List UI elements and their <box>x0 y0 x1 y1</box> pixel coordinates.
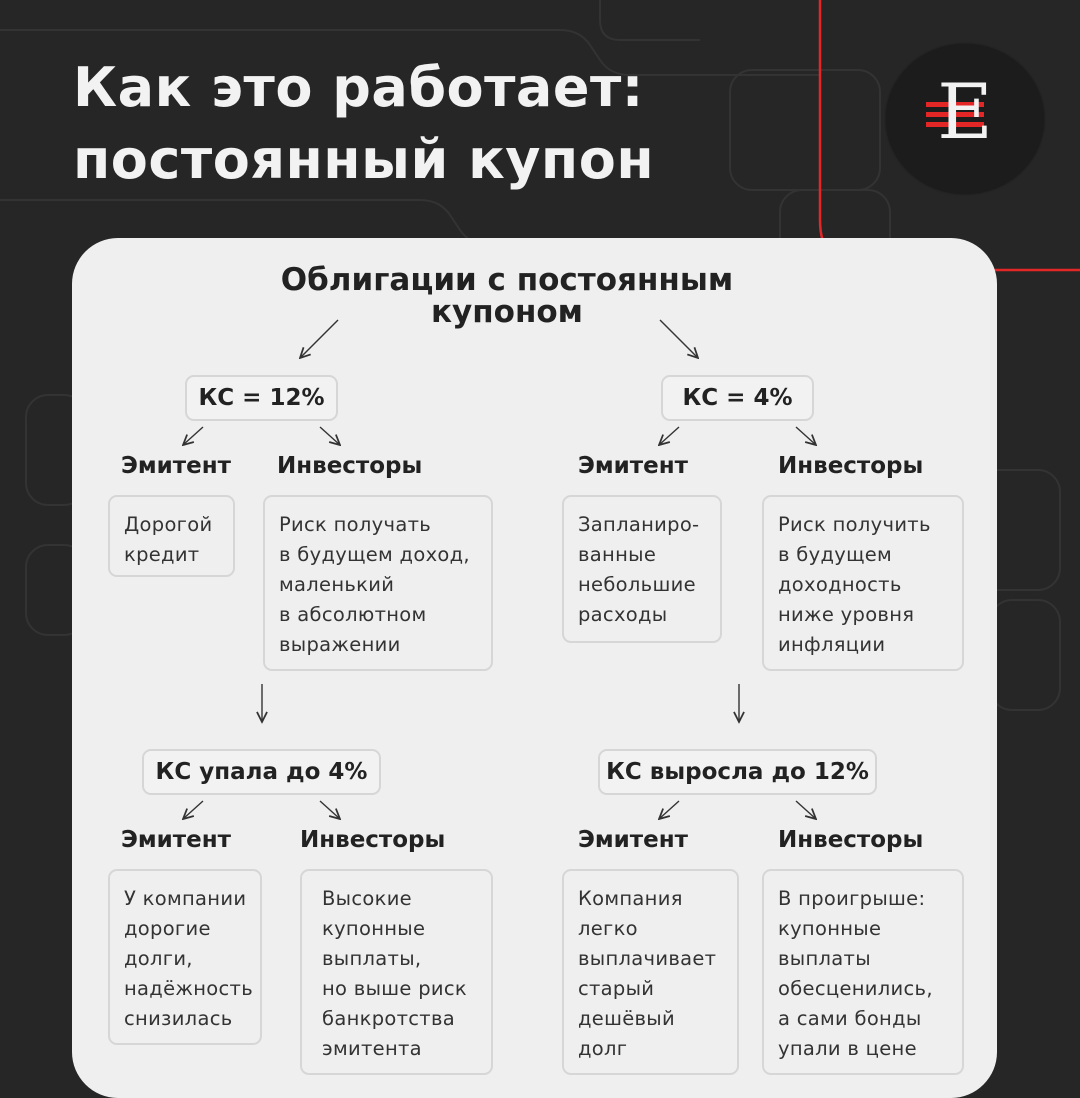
left-after-issuer-line: снизилась <box>124 1007 233 1030</box>
right-after-issuer-box <box>562 869 739 1075</box>
left-after-investors-label: Инвесторы <box>300 827 446 853</box>
right-after-issuer-line: выплачивает <box>578 947 717 970</box>
left-issuer-line: Дорогой <box>124 513 213 536</box>
right-after-investors-line: а сами бонды <box>778 1007 922 1030</box>
left-investors-line: маленький <box>279 573 395 596</box>
right-after-investors-box <box>762 869 964 1075</box>
left-investors-box <box>263 495 493 671</box>
brand-logo <box>886 44 1044 194</box>
right-issuer-box <box>562 495 722 643</box>
arrow-right-rate-to-investors <box>796 427 816 445</box>
left-rate-pill: КС = 12% <box>185 375 338 421</box>
arrow-right-rate-to-issuer <box>659 427 679 445</box>
left-investors-label: Инвесторы <box>277 453 423 479</box>
right-after-issuer-line: долг <box>578 1037 628 1060</box>
arrow-left-rate-to-investors <box>320 427 340 445</box>
left-issuer-label: Эмитент <box>121 453 231 479</box>
left-after-issuer-label: Эмитент <box>121 827 231 853</box>
logo-letter: E <box>937 67 993 156</box>
right-after-issuer-line: легко <box>578 917 638 940</box>
left-after-issuer-line: дорогие <box>124 917 211 940</box>
left-issuer-line: кредит <box>124 543 200 566</box>
arrow-left-change-to-investors <box>320 801 340 819</box>
right-investors-line: инфляции <box>778 633 886 656</box>
arrow-left-change-to-issuer <box>183 801 203 819</box>
right-investors-line: Риск получить <box>778 513 931 536</box>
right-issuer-line: Запланиро- <box>578 513 700 536</box>
left-after-investors-line: банкротства <box>322 1007 455 1030</box>
right-after-issuer-label: Эмитент <box>578 827 688 853</box>
right-rate-pill: КС = 4% <box>661 375 814 421</box>
left-after-investors-line: Высокие <box>322 887 412 910</box>
left-after-issuer-line: надёжность <box>124 977 253 1000</box>
right-issuer-label: Эмитент <box>578 453 688 479</box>
right-investors-line: в будущем <box>778 543 893 566</box>
left-issuer-box <box>108 495 235 577</box>
right-after-issuer-line: Компания <box>578 887 683 910</box>
right-investors-label: Инвесторы <box>778 453 924 479</box>
right-issuer-line: расходы <box>578 603 668 626</box>
page-title <box>73 52 654 196</box>
right-after-issuer-line: дешёвый <box>578 1007 675 1030</box>
left-change-pill: КС упала до 4% <box>142 749 381 795</box>
right-after-investors-line: выплаты <box>778 947 871 970</box>
right-investors-box <box>762 495 964 671</box>
right-investors-line: ниже уровня <box>778 603 915 626</box>
left-after-investors-line: выплаты, <box>322 947 422 970</box>
right-after-investors-line: обесценились, <box>778 977 933 1000</box>
right-change-pill: КС выросла до 12% <box>598 749 877 795</box>
right-after-investors-line: В проигрыше: <box>778 887 926 910</box>
page-title-line-2: постоянный купон <box>73 128 655 191</box>
left-investors-line: выражении <box>279 633 401 656</box>
arrow-left-rate-to-issuer <box>183 427 203 445</box>
right-issuer-line: ванные <box>578 543 657 566</box>
left-after-investors-box <box>300 869 493 1075</box>
left-investors-line: в будущем доход, <box>279 543 470 566</box>
left-investors-line: Риск получать <box>279 513 432 536</box>
left-after-issuer-line: долги, <box>124 947 193 970</box>
left-after-issuer-line: У компании <box>124 887 247 910</box>
right-after-investors-line: купонные <box>778 917 882 940</box>
arrow-title-to-left <box>300 320 338 358</box>
right-after-investors-label: Инвесторы <box>778 827 924 853</box>
page-title-line-1: Как это работает: <box>73 56 644 119</box>
left-after-investors-line: купонные <box>322 917 426 940</box>
left-after-investors-line: эмитента <box>322 1037 422 1060</box>
diagram-card <box>72 238 997 1098</box>
left-investors-line: в абсолютном <box>279 603 427 626</box>
right-after-investors-line: упали в цене <box>778 1037 917 1060</box>
arrow-right-change-to-issuer <box>659 801 679 819</box>
left-after-issuer-box <box>108 869 262 1045</box>
diagram-title-line-1: Облигации с постоянным <box>280 262 734 298</box>
right-investors-line: доходность <box>778 573 902 596</box>
arrow-right-change-to-investors <box>796 801 816 819</box>
right-after-issuer-line: старый <box>578 977 655 1000</box>
right-issuer-line: небольшие <box>578 573 696 596</box>
left-after-investors-line: но выше риск <box>322 977 467 1000</box>
diagram-title-line-2: купоном <box>430 294 584 330</box>
arrow-title-to-right <box>660 320 698 358</box>
